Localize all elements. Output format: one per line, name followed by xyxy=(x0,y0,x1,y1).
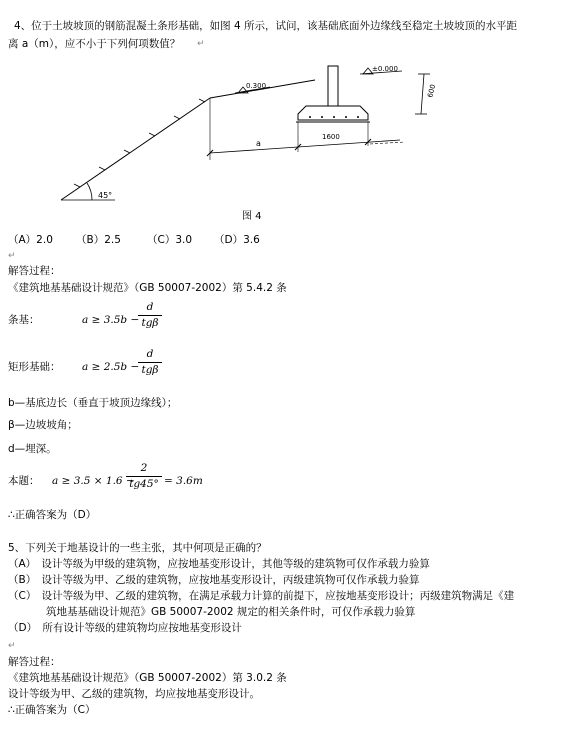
label-1600: 1600 xyxy=(322,133,340,141)
q4-solution-title: 解答过程： xyxy=(8,265,61,277)
paragraph-mark-icon: ↵ xyxy=(197,39,205,49)
definition-beta: β—边坡坡角； xyxy=(8,419,78,431)
definition-b: b—基底边长（垂直于坡顶边缘线）； xyxy=(8,397,178,409)
this-problem-label: 本题： xyxy=(8,475,40,487)
label-0000: ±0.000 xyxy=(372,65,398,73)
paragraph-mark-icon: ↵ xyxy=(8,251,16,261)
this-formula-den: tg45° xyxy=(129,478,159,490)
column xyxy=(328,66,338,110)
q5-option-c-line1: （C） 设计等级为甲、乙级的建筑物，在满足承载力计算的前提下，应按地基变形设计；丙级建筑物满足《建 xyxy=(8,590,515,602)
figure-caption: 图 4 xyxy=(242,211,262,222)
rect-formula-lhs: a ≥ 2.5b − xyxy=(82,361,140,373)
label-0300: 0.300 xyxy=(246,82,267,90)
this-formula-rhs: = 3.6m xyxy=(164,475,203,487)
q5-option-b: （B） 设计等级为甲、乙级的建筑物，应按地基变形设计，丙级建筑物可仅作承载力验算 xyxy=(8,574,420,586)
rect-formula-num: d xyxy=(146,348,154,360)
this-formula-fraction xyxy=(126,462,162,491)
this-formula-lhs: a ≥ 3.5 × 1.6 − xyxy=(52,475,135,487)
label-600: 600 xyxy=(426,83,438,99)
q4-option-b: （B）2.5 xyxy=(76,234,121,246)
q5-option-d: （D） 所有设计等级的建筑物均应按地基变形设计 xyxy=(8,622,242,634)
strip-formula-fraction xyxy=(138,301,162,330)
q4-option-a: （A）2.0 xyxy=(8,234,53,246)
q4-stem-line1: 4、位于土坡坡顶的钢筋混凝土条形基础，如图 4 所示，试问，该基础底面外边缘线至稳定土坡坡顶的水平距 xyxy=(14,20,518,32)
figure-4-slope-foundation xyxy=(60,62,460,222)
q4-stem-line2: 离 a（m），应不小于下列何项数值？ xyxy=(8,38,181,50)
definition-d: d—埋深。 xyxy=(8,443,57,455)
q4-option-d: （D）3.6 xyxy=(214,234,260,246)
rect-formula-fraction xyxy=(138,348,162,377)
footing xyxy=(298,106,368,120)
q4-answer: ∴正确答案为（D） xyxy=(8,509,97,521)
q5-explanation: 设计等级为甲、乙级的建筑物，均应按地基变形设计。 xyxy=(8,688,260,700)
q5-stem: 5、下列关于地基设计的一些主张，其中何项是正确的？ xyxy=(8,542,267,554)
rect-formula-den: tgβ xyxy=(141,364,159,376)
strip-formula-lhs: a ≥ 3.5b − xyxy=(82,314,140,326)
paragraph-mark-icon: ↵ xyxy=(8,641,16,651)
q5-solution-title: 解答过程： xyxy=(8,656,61,668)
q4-option-c: （C）3.0 xyxy=(147,234,193,246)
label-45: 45° xyxy=(98,191,113,200)
strip-foundation-label: 条基： xyxy=(8,314,40,326)
label-a: a xyxy=(256,139,261,148)
q5-code-ref: 《建筑地基基础设计规范》（GB 50007-2002）第 3.0.2 条 xyxy=(8,672,287,684)
slope-line xyxy=(61,98,210,200)
q4-code-ref: 《建筑地基基础设计规范》（GB 50007-2002）第 5.4.2 条 xyxy=(8,282,287,294)
strip-formula-den: tgβ xyxy=(141,317,159,329)
rect-foundation-label: 矩形基础： xyxy=(8,361,61,373)
q5-option-c-line2: 筑地基基础设计规范》GB 50007-2002 规定的相关条件时，可仅作承载力验算 xyxy=(46,606,416,618)
q5-option-a: （A） 设计等级为甲级的建筑物，应按地基变形设计，其他等级的建筑物可仅作承载力验算 xyxy=(8,558,430,570)
q5-answer: ∴正确答案为（C） xyxy=(8,704,96,716)
strip-formula-num: d xyxy=(146,301,154,313)
this-formula-num: 2 xyxy=(140,462,148,474)
